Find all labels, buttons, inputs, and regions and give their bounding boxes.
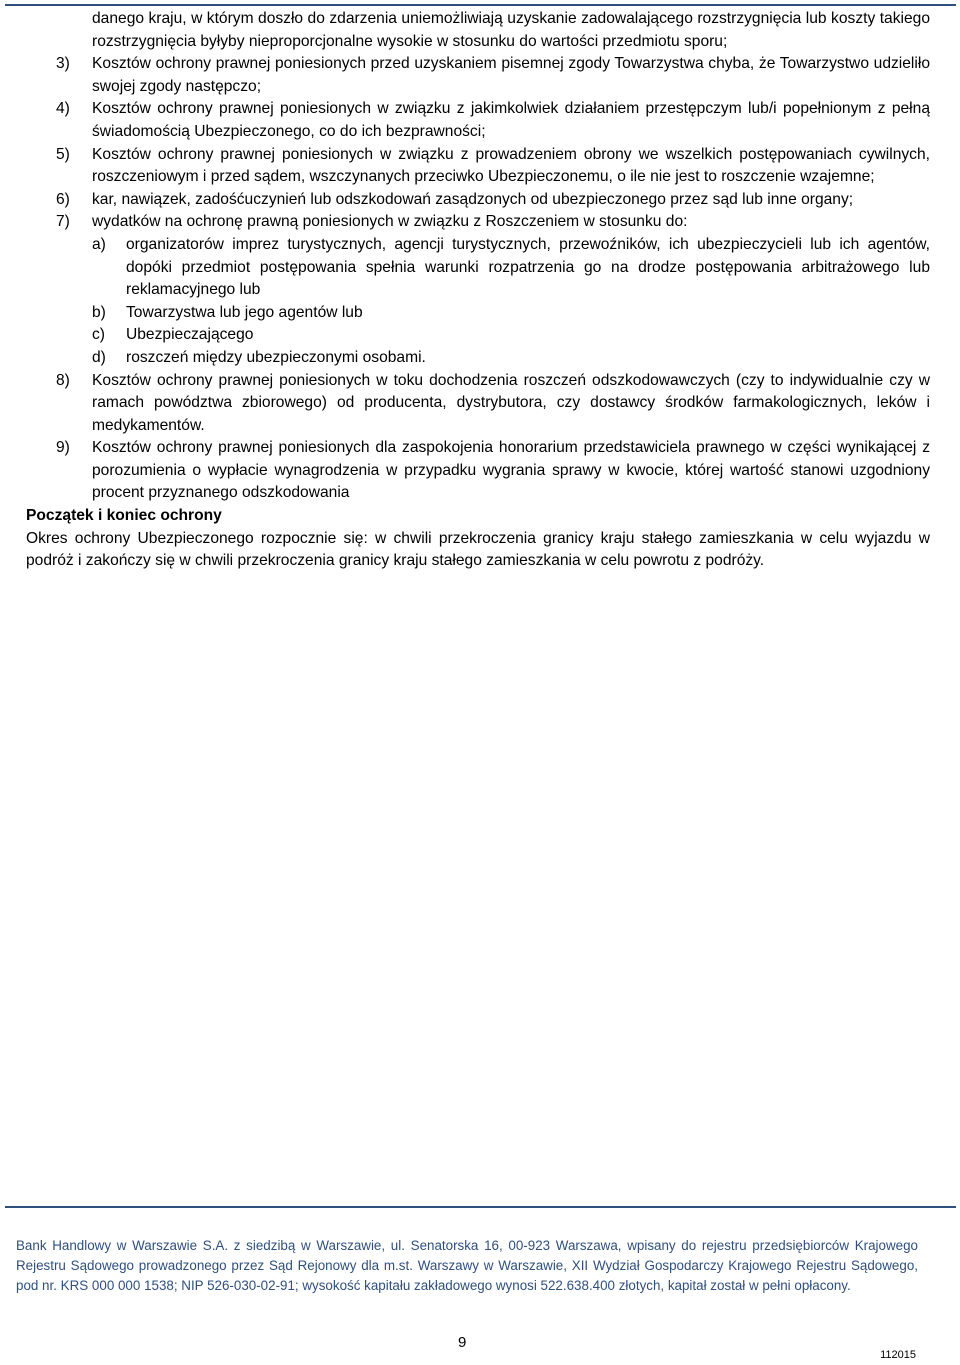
- section-heading: Początek i koniec ochrony: [26, 507, 222, 525]
- sub-list-item: [92, 324, 930, 347]
- footer-legal-text: Bank Handlowy w Warszawie S.A. z siedzibą w Warszawie, ul. Senatorska 16, 00-923 Warszawa, wpisany do rejestru przedsiębiorców Krajowego Rejestru Sądowego prowadzonego przez Sąd Rejonowy dla m.st. Warszawy w Warszawie, XII Wydział Gospodarczy Krajowego Rejestru Sądowego, pod nr. KRS 000 000 1538; NIP 526-030-02-91; wysokość kapitału zakładowego wynosi 522.638.400 złotych, kapitał został w pełni opłacony.: [16, 1238, 918, 1293]
- list-item: [26, 98, 930, 143]
- item-text: wydatków na ochronę prawną poniesionych w związku z Roszczeniem w stosunku do:: [92, 213, 688, 231]
- sub-item-letter: c): [92, 326, 105, 344]
- item-number: 5): [56, 145, 70, 163]
- list-item: [26, 189, 930, 212]
- item-text: Kosztów ochrony prawnej poniesionych w związku z prowadzeniem obrony we wszelkich postępowaniach cywilnych, roszczeniowym i przed sądem, wszczynanych przeciwko Ubezpieczonemu, o ile nie jest to roszczenie wzajemne;: [92, 145, 930, 186]
- item-number: 6): [56, 190, 70, 208]
- list-item: [26, 437, 930, 505]
- item-number: 7): [56, 213, 70, 231]
- item-text: Kosztów ochrony prawnej poniesionych przed uzyskaniem pisemnej zgody Towarzystwa chyba, że Towarzystwo udzieliło swojej zgody następczo;: [92, 55, 930, 95]
- sub-item-text: Ubezpieczającego: [126, 326, 254, 344]
- top-divider: [5, 4, 956, 6]
- item-number: 9): [56, 439, 70, 457]
- sub-item-letter: a): [92, 235, 106, 253]
- sub-item-text: organizatorów imprez turystycznych, agencji turystycznych, przewoźników, ich ubezpieczycieli lub ich agentów, dopóki przedmiot postępowania spełnia warunki rozpatrzenia go na drodze postępowania arbitrażowego lub reklamacyjnego lub: [126, 235, 930, 299]
- sub-list-item: [92, 234, 930, 302]
- sub-item-text: Towarzystwa lub jego agentów lub: [126, 303, 363, 321]
- sub-item-letter: d): [92, 348, 106, 366]
- sub-item-text: roszczeń między ubezpieczonymi osobami.: [126, 348, 426, 366]
- item-text: kar, nawiązek, zadośćuczynień lub odszkodowań zasądzonych od ubezpieczonego przez sąd lub inne organy;: [92, 190, 854, 208]
- item-text: Kosztów ochrony prawnej poniesionych w toku dochodzenia roszczeń odszkodowawczych (czy to indywidualnie czy w ramach powództwa zbiorowego) od producenta, dystrybutora, czy dostawcy środków farmakologicznych, leków i medykamentów.: [92, 371, 930, 434]
- item-number: 3): [56, 55, 70, 73]
- list-item: [26, 144, 930, 189]
- document-code: 112015: [880, 1349, 916, 1361]
- item-text: Kosztów ochrony prawnej poniesionych w związku z jakimkolwiek działaniem przestępczym lub/i popełnionym z pełną świadomością Ubezpieczonego, co do ich bezprawności;: [92, 100, 930, 140]
- list-item: [26, 211, 930, 234]
- document-body: [26, 8, 930, 573]
- item-number: 4): [56, 100, 70, 118]
- section-paragraph: Okres ochrony Ubezpieczonego rozpocznie się: w chwili przekroczenia granicy kraju stałego zamieszkania w celu wyjazdu w podróż i zakończy się w chwili przekroczenia granicy kraju stałego zamieszkania w celu powrotu z podróży.: [26, 529, 930, 570]
- list-item: [26, 53, 930, 98]
- sub-list-item: [92, 347, 930, 370]
- footer-divider: [5, 1206, 956, 1208]
- sub-list-item: [92, 302, 930, 325]
- list-item: [26, 370, 930, 438]
- item-text: Kosztów ochrony prawnej poniesionych dla zaspokojenia honorarium przedstawiciela prawnego w części wynikającej z porozumienia o wypłacie wynagrodzenia w przypadku wygrania sprawy w kwocie, której wartość stanowi uzgodniony procent przyznanego odszkodowania: [92, 439, 930, 502]
- sub-item-letter: b): [92, 303, 106, 321]
- item-number: 8): [56, 371, 70, 389]
- page-number: 9: [458, 1334, 467, 1351]
- intro-paragraph: danego kraju, w którym doszło do zdarzenia uniemożliwiają uzyskanie zadowalającego rozstrzygnięcia lub koszty takiego rozstrzygnięcia byłyby nieproporcjonalne wysokie w stosunku do wartości przedmiotu sporu;: [92, 10, 930, 50]
